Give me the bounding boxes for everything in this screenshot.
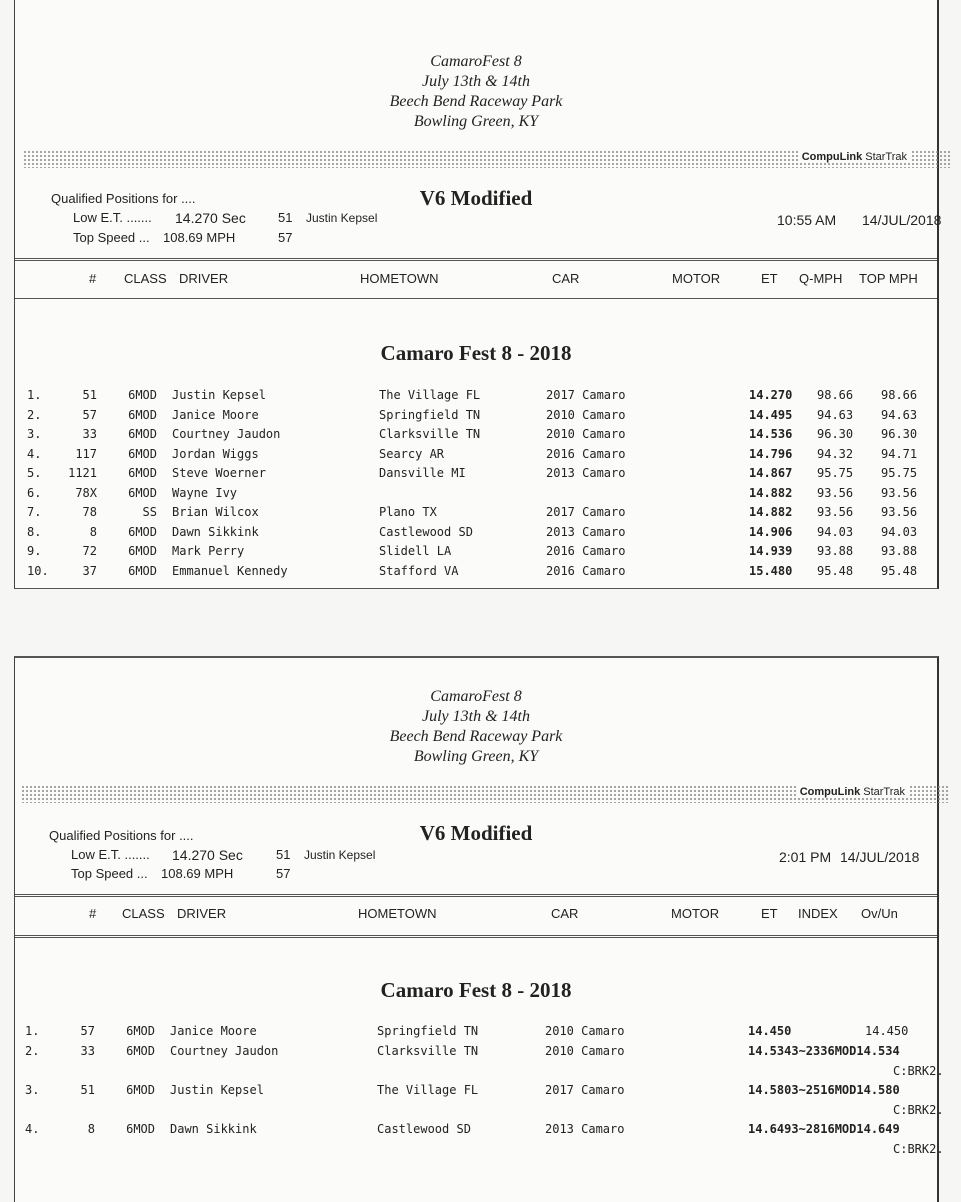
header-rule — [15, 894, 937, 897]
row-car: 2010 Camaro — [545, 1024, 625, 1038]
row-class: 6MOD — [128, 544, 157, 558]
table-row — [15, 564, 937, 583]
row-et: 14.536 — [749, 427, 793, 441]
event-name: Camaro Fest 8 - 2018 — [380, 978, 572, 1002]
col-top-mph: TOP MPH — [859, 271, 918, 286]
row-q-mph: 94.63 — [817, 407, 854, 422]
table-row — [15, 388, 937, 407]
table-row — [15, 525, 937, 544]
row-class: 6MOD — [128, 466, 157, 480]
row-car-number: 51 — [80, 1083, 95, 1097]
row-hometown: Springfield TN — [377, 1024, 479, 1038]
event-title: CamaroFest 8 — [430, 688, 522, 705]
row-top-mph: 94.63 — [881, 407, 918, 422]
row-car: 2013 Camaro — [546, 466, 626, 480]
row-position: 9. — [27, 544, 42, 558]
row-et: 14.882 — [749, 485, 793, 500]
row-top-mph: 96.30 — [881, 427, 918, 441]
row-car-number: 117 — [75, 446, 97, 461]
row-top-mph: 95.48 — [881, 563, 918, 578]
row-car-number: 57 — [82, 407, 97, 422]
col-hometown: HOMETOWN — [360, 271, 439, 286]
event-dates: July 13th & 14th — [422, 708, 530, 725]
row-driver: Dawn Sikkink — [170, 1122, 257, 1136]
col-car: CAR — [552, 271, 580, 286]
row-car: 2013 Camaro — [546, 524, 626, 539]
row-car: 2010 Camaro — [545, 1044, 625, 1058]
results-sheet-qualifying — [14, 0, 942, 589]
row-et: 14.796 — [749, 446, 793, 461]
dotted-banner — [23, 150, 950, 168]
col-driver: DRIVER — [177, 906, 227, 921]
low-et-car: 51 — [276, 847, 291, 862]
row-car: 2016 Camaro — [546, 563, 626, 578]
row-top-mph: 93.56 — [881, 485, 918, 500]
row-top-mph: 94.71 — [881, 446, 918, 461]
row-q-mph: 94.03 — [817, 524, 854, 539]
table-row — [15, 544, 937, 563]
col-num: # — [89, 906, 97, 921]
row-class: 6MOD — [128, 427, 157, 441]
row-car-number: 37 — [82, 563, 97, 578]
row-index: 14.450 — [865, 1024, 909, 1038]
row-position: 2. — [25, 1044, 40, 1058]
row-position: 2. — [27, 407, 42, 422]
row-car-number: 33 — [80, 1044, 95, 1058]
row-et: 14.867 — [749, 466, 793, 480]
row-class: 6MOD — [126, 1044, 155, 1058]
row-position: 1. — [25, 1024, 40, 1038]
row-hometown: The Village FL — [377, 1083, 479, 1097]
report-date: 14/JUL/2018 — [862, 212, 942, 228]
row-driver: Wayne Ivy — [172, 485, 238, 500]
table-row — [15, 466, 937, 485]
table-row — [15, 1083, 944, 1123]
event-name: Camaro Fest 8 - 2018 — [380, 341, 572, 365]
row-driver: Emmanuel Kennedy — [172, 563, 288, 578]
row-et: 14.939 — [749, 544, 793, 558]
row-top-mph: 98.66 — [881, 388, 918, 402]
table-row — [15, 408, 937, 427]
event-location: Bowling Green, KY — [413, 113, 539, 130]
row-et: 14.5343~2336MOD14.534 — [748, 1044, 900, 1058]
row-driver: Janice Moore — [170, 1024, 257, 1038]
qualified-label: Qualified Positions for .... — [51, 191, 196, 206]
row-hometown: Clarksville TN — [377, 1044, 479, 1058]
top-speed-label: Top Speed ... — [71, 866, 148, 881]
col-class: CLASS — [124, 271, 167, 286]
row-position: 8. — [27, 524, 42, 539]
row-q-mph: 93.56 — [817, 505, 854, 519]
col-motor: MOTOR — [671, 906, 720, 921]
row-car-number: 8 — [87, 1122, 95, 1136]
qualified-label: Qualified Positions for .... — [49, 828, 194, 843]
row-q-mph: 95.48 — [817, 563, 854, 578]
col-hometown: HOMETOWN — [358, 906, 437, 921]
row-car: 2010 Camaro — [546, 427, 626, 441]
brand-logo: CompuLink StarTrak — [797, 786, 908, 798]
col-num: # — [89, 271, 97, 286]
row-driver: Justin Kepsel — [170, 1083, 264, 1097]
dotted-banner — [21, 785, 948, 803]
row-car: 2010 Camaro — [546, 407, 626, 422]
class-title: V6 Modified — [419, 821, 533, 845]
table-row — [15, 447, 937, 466]
row-position: 6. — [27, 485, 42, 500]
row-car: 2017 Camaro — [546, 505, 626, 519]
top-speed-label: Top Speed ... — [73, 230, 150, 245]
row-position: 1. — [27, 388, 42, 402]
col-et: ET — [761, 906, 778, 921]
event-venue: Beech Bend Raceway Park — [389, 93, 563, 110]
low-et-label: Low E.T. ....... — [73, 210, 152, 225]
row-position: 3. — [25, 1083, 40, 1097]
col-ov-un: Ov/Un — [861, 906, 898, 921]
event-title: CamaroFest 8 — [430, 53, 522, 70]
row-hometown: Clarksville TN — [379, 427, 481, 441]
top-speed-car: 57 — [276, 866, 291, 881]
low-et-driver: Justin Kepsel — [304, 848, 376, 862]
row-car: 2016 Camaro — [546, 446, 626, 461]
row-position: 7. — [27, 505, 42, 519]
row-class: 6MOD — [126, 1083, 155, 1097]
row-car-number: 72 — [82, 544, 97, 558]
row-et: 14.6493~2816MOD14.649 — [748, 1122, 900, 1136]
row-et: 14.270 — [749, 388, 793, 402]
header-rule — [15, 258, 937, 261]
top-speed-value: 108.69 MPH — [161, 866, 234, 881]
header-rule-bottom — [15, 935, 937, 938]
row-class: 6MOD — [126, 1122, 155, 1136]
row-note: C:BRK2. — [893, 1064, 944, 1078]
low-et-driver: Justin Kepsel — [306, 211, 378, 225]
row-top-mph: 94.03 — [881, 524, 918, 539]
row-class: SS — [142, 505, 157, 519]
row-position: 10. — [27, 563, 49, 578]
row-q-mph: 98.66 — [817, 388, 854, 402]
table-row — [15, 1122, 944, 1162]
row-hometown: Castlewood SD — [379, 524, 473, 539]
col-q-mph: Q-MPH — [799, 271, 843, 286]
row-car-number: 78X — [75, 485, 97, 500]
row-top-mph: 95.75 — [881, 466, 918, 480]
row-driver: Mark Perry — [172, 544, 245, 558]
table-row — [15, 505, 937, 524]
row-q-mph: 95.75 — [817, 466, 854, 480]
row-class: 6MOD — [128, 563, 157, 578]
row-hometown: Searcy AR — [379, 446, 445, 461]
event-dates: July 13th & 14th — [422, 73, 530, 90]
table-row — [15, 486, 937, 505]
row-et: 14.5803~2516MOD14.580 — [748, 1083, 900, 1097]
results-sheet-index — [14, 656, 944, 1202]
row-hometown: Castlewood SD — [377, 1122, 471, 1136]
col-driver: DRIVER — [179, 271, 229, 286]
row-car-number: 57 — [80, 1024, 95, 1038]
report-time: 10:55 AM — [777, 212, 837, 228]
class-title: V6 Modified — [419, 186, 533, 210]
row-car-number: 51 — [82, 388, 97, 402]
row-driver: Brian Wilcox — [172, 505, 259, 519]
row-position: 4. — [27, 446, 42, 461]
row-q-mph: 96.30 — [817, 427, 854, 441]
col-class: CLASS — [122, 906, 165, 921]
row-car-number: 33 — [82, 427, 97, 441]
row-hometown: The Village FL — [379, 388, 481, 402]
row-note: C:BRK2. — [893, 1103, 944, 1117]
row-driver: Janice Moore — [172, 407, 259, 422]
row-driver: Dawn Sikkink — [172, 524, 259, 539]
report-time: 2:01 PM — [779, 849, 832, 865]
row-et: 14.906 — [749, 524, 793, 539]
row-hometown: Dansville MI — [379, 466, 466, 480]
row-class: 6MOD — [128, 388, 157, 402]
row-class: 6MOD — [128, 407, 157, 422]
row-driver: Courtney Jaudon — [172, 427, 281, 441]
col-motor: MOTOR — [672, 271, 721, 286]
row-car: 2013 Camaro — [545, 1122, 625, 1136]
event-location: Bowling Green, KY — [413, 748, 539, 765]
row-et: 14.882 — [749, 505, 793, 519]
low-et-value: 14.270 Sec — [175, 210, 246, 226]
event-venue: Beech Bend Raceway Park — [389, 728, 563, 745]
row-driver: Justin Kepsel — [172, 388, 266, 402]
table-row — [15, 427, 937, 446]
row-class: 6MOD — [128, 524, 157, 539]
row-class: 6MOD — [126, 1024, 155, 1038]
row-car-number: 78 — [82, 505, 97, 519]
row-et: 15.480 — [749, 563, 793, 578]
low-et-label: Low E.T. ....... — [71, 847, 150, 862]
row-car: 2017 Camaro — [545, 1083, 625, 1097]
col-index: INDEX — [798, 906, 838, 921]
row-note: C:BRK2. — [893, 1142, 944, 1156]
row-class: 6MOD — [128, 485, 157, 500]
header-rule-bottom — [15, 298, 937, 299]
row-q-mph: 93.88 — [817, 544, 854, 558]
row-car-number: 8 — [89, 524, 97, 539]
report-date: 14/JUL/2018 — [840, 849, 920, 865]
row-hometown: Slidell LA — [379, 544, 452, 558]
row-hometown: Plano TX — [379, 505, 437, 519]
row-driver: Courtney Jaudon — [170, 1044, 279, 1058]
row-et: 14.495 — [749, 407, 793, 422]
top-speed-value: 108.69 MPH — [163, 230, 236, 245]
col-et: ET — [761, 271, 778, 286]
row-car: 2016 Camaro — [546, 544, 626, 558]
low-et-car: 51 — [278, 210, 293, 225]
row-position: 4. — [25, 1122, 40, 1136]
row-q-mph: 94.32 — [817, 446, 854, 461]
row-driver: Steve Woerner — [172, 466, 266, 480]
row-top-mph: 93.88 — [881, 544, 918, 558]
row-position: 3. — [27, 427, 42, 441]
row-driver: Jordan Wiggs — [172, 446, 259, 461]
low-et-value: 14.270 Sec — [172, 847, 243, 863]
row-car: 2017 Camaro — [546, 388, 626, 402]
col-car: CAR — [551, 906, 579, 921]
top-speed-car: 57 — [278, 230, 293, 245]
row-top-mph: 93.56 — [881, 505, 918, 519]
row-hometown: Stafford VA — [379, 563, 459, 578]
row-class: 6MOD — [128, 446, 157, 461]
table-row — [15, 1044, 944, 1084]
brand-logo: CompuLink StarTrak — [799, 151, 910, 163]
row-car-number: 1121 — [68, 466, 97, 480]
row-position: 5. — [27, 466, 42, 480]
row-hometown: Springfield TN — [379, 407, 481, 422]
row-q-mph: 93.56 — [817, 485, 854, 500]
row-et: 14.450 — [748, 1024, 792, 1038]
